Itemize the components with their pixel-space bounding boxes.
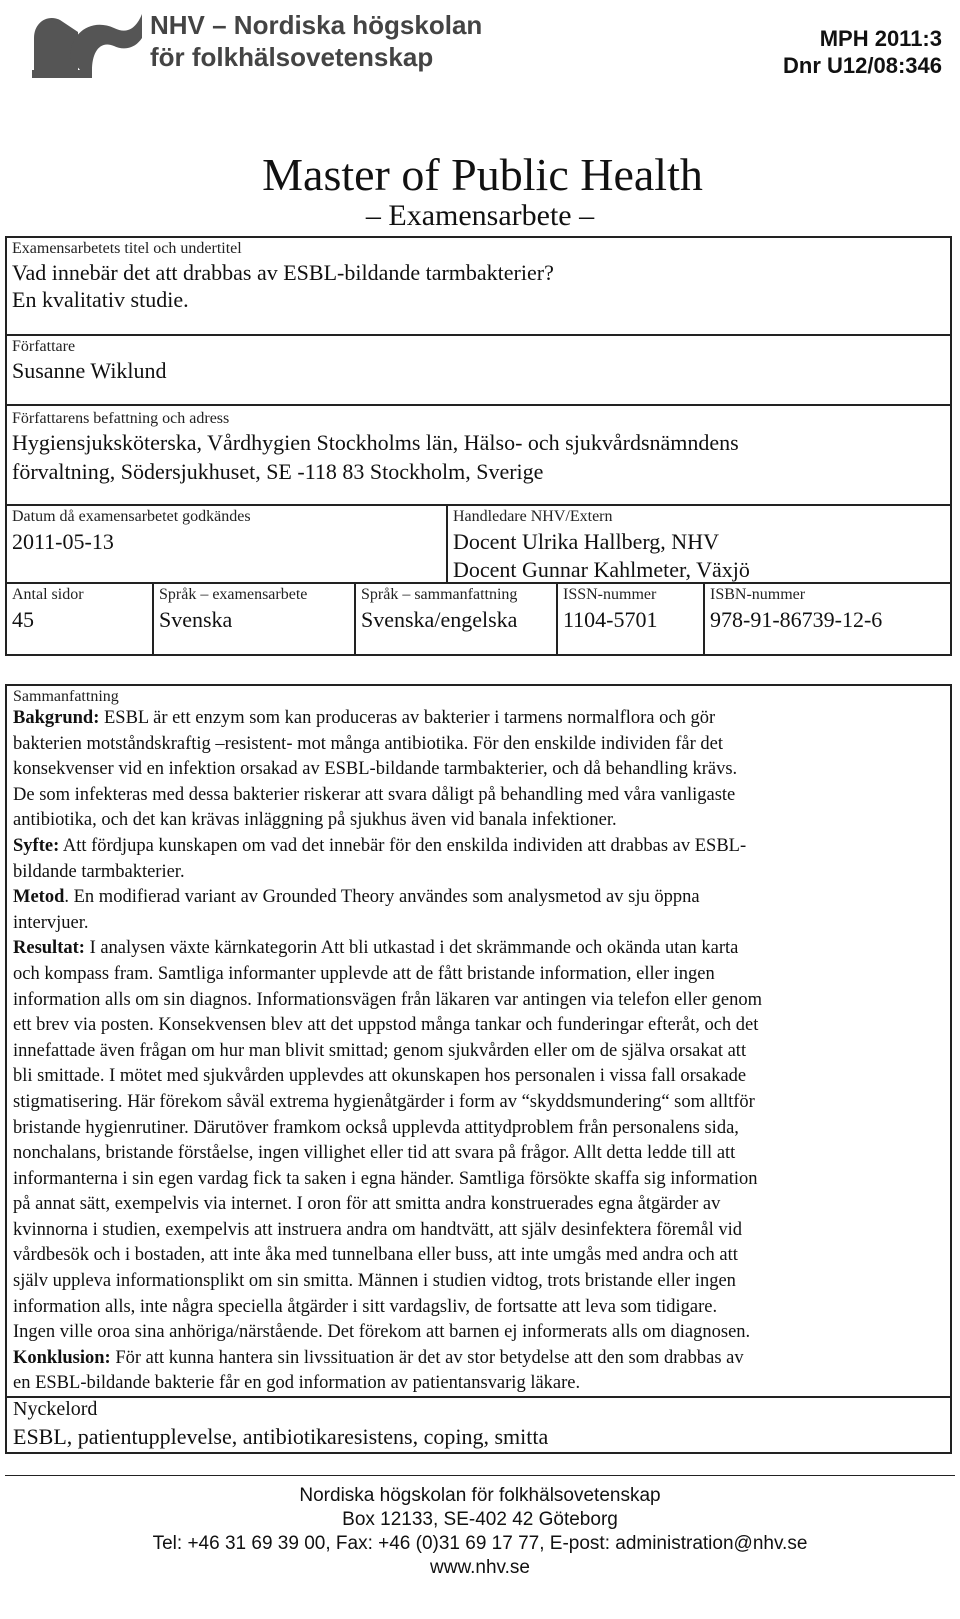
summary-line-text: I analysen växte kärnkategorin Att bli utkastad i det skrämmande och okända utan karta [84,938,739,959]
approval-date: 2011-05-13 [12,529,114,554]
thesis-title-label: Examensarbetets titel och undertitel [12,240,242,257]
summary-line: bli smittade. I mötet med sjukvården upplevdes att okunskapen hos personalen i vissa fall orsakade [13,1066,747,1087]
report-number: MPH 2011:3 [819,26,942,51]
summary-text [13,706,948,1397]
pages-label: Antal sidor [12,586,84,603]
author-label: Författare [12,338,76,355]
summary-line: och kompass fram. Samtliga informanter upplevde att de fått bristande information, eller ingen [13,963,715,984]
summary-line: information alls, inte några speciella åtgärder i sitt vardagsliv, de fortsatte att leva som tidigare. [13,1296,718,1317]
position-label: Författarens befattning och adress [12,410,230,427]
summary-line-text: För att kunna hantera sin livssituation är det av stor betydelse att den som drabbas av [110,1347,744,1368]
pages-box [5,582,154,656]
summary-box [5,684,952,1398]
summary-line [13,936,948,962]
supervisor-box [446,504,952,584]
summary-line: kvinnorna i studien, exempelvis att instruera andra om handtvätt, att själv desinfektera föremål vid [13,1219,742,1240]
syfte-heading: Syfte: [13,835,60,856]
summary-line-text: ESBL är ett enzym som kan produceras av bakterier i tarmens normalflora och gör [99,708,716,728]
summary-line [13,834,948,860]
summary-line [13,885,948,911]
language-box [152,582,356,656]
summary-line: vårdbesök och i bostaden, att inte åka med tunnelbana eller buss, att inte umgås med andra och att [13,1245,738,1266]
logo-line1: NHV – Nordiska högskolan [150,10,483,40]
summary-line: ett brev via posten. Konsekvensen blev att det uppstod många tankar och funderingar efteråt, och det [13,1015,759,1036]
thesis-title: Vad innebär det att drabbas av ESBL-bildande tarmbakterier? [12,260,554,285]
author-box [5,334,952,406]
keywords-value: ESBL, patientupplevelse, antibiotikaresistens, coping, smitta [13,1424,549,1449]
summary-line-text: . En modifierad variant av Grounded Theory användes som analysmetod av sju öppna [64,887,700,908]
summary-line: intervjuer. [13,912,89,933]
logo-line2: för folkhälsovetenskap [150,42,434,72]
summary-line: informanterna i sin egen vardag fick ta saken i egna händer. Samtliga försökte skaffa sig information [13,1168,758,1189]
summary-line: själv uppleva informationsplikt om sin smitta. Männen i studien vidtog, trots bristande eller ingen [13,1271,736,1292]
language-label: Språk – examensarbete [159,586,308,603]
konklusion-heading: Konklusion: [13,1347,111,1368]
footer-website[interactable]: www.nhv.se [430,1557,530,1578]
thesis-language: Svenska [159,607,233,632]
issn-box [556,582,705,656]
page-title: Master of Public Health [262,149,703,200]
supervisor-2: Docent Gunnar Kahlmeter, Växjö [453,557,750,582]
summary-line: konsekvenser vid en infektion orsakad av ESBL-bildande tarmbakterier, och då behandling krävs. [13,759,738,780]
summary-line: på annat sätt, exempelvis via internet. I oron för att smitta andra konstruerades egna åtgärder av [13,1194,721,1215]
page-count: 45 [12,607,34,632]
summary-line: bildande tarmbakterier. [13,861,185,882]
position-line1: Hygiensjuksköterska, Vårdhygien Stockholms län, Hälso- och sjukvårdsnämndens [12,430,739,455]
summary-line: bristande hygienrutiner. Därutöver framkom också upplevda attitydproblem från personalens sida, [13,1117,739,1138]
footer-org: Nordiska högskolan för folkhälsovetenskap [299,1485,661,1506]
summary-line: De som infekteras med dessa bakterier riskerar att svara dåligt på behandling med våra vanligaste [13,784,736,805]
date-label: Datum då examensarbetet godkändes [12,508,251,525]
footer-divider [5,1475,955,1476]
supervisor-1: Docent Ulrika Hallberg, NHV [453,529,719,554]
issn-label: ISSN-nummer [563,586,657,603]
page-subtitle: – Examensarbete – [365,199,595,232]
summary-line: en ESBL-bildande bakterie får en god information av patientansvarig läkare. [13,1373,581,1394]
supervisor-label: Handledare NHV/Extern [453,508,613,525]
thesis-subtitle: En kvalitativ studie. [12,287,189,312]
issn-number: 1104-5701 [563,607,658,632]
summary-language-box [354,582,558,656]
footer-contact: Tel: +46 31 69 39 00, Fax: +46 (0)31 69 17 77, E-post: administration@nhv.se [152,1533,808,1554]
summary-line: bakterien motståndskraftig –resistent- mot många antibiotika. För den enskilde individen får det [13,733,724,754]
registration-number: Dnr U12/08:346 [783,53,942,78]
position-box [5,404,952,506]
isbn-number: 978-91-86739-12-6 [710,607,883,632]
isbn-label: ISBN-nummer [710,586,806,603]
summary-line: antibiotika, och det kan krävas inläggning på sjukhus även vid banala infektioner. [13,810,617,831]
summary-line: information alls om sin diagnos. Informationsvägen från läkaren var antingen via telefon eller genom [13,989,763,1010]
date-box [5,504,448,584]
summary-language: Svenska/engelska [361,607,518,632]
summary-line: nonchalans, bristande förståelse, ingen villighet eller tid att svara på frågor. Allt detta ledde till att [13,1143,736,1164]
footer-address: Box 12133, SE-402 42 Göteborg [342,1509,618,1530]
keywords-label: Nyckelord [13,1398,98,1420]
summary-line: innefattade även frågan om hur man blivit smittad; genom sjukvården eller om de själva orsakat att [13,1040,747,1061]
logo-mark-icon [30,8,145,80]
nhv-logo [30,8,483,86]
author-name: Susanne Wiklund [12,358,167,383]
bakgrund-heading: Bakgrund: [13,708,100,728]
keywords-box [5,1396,952,1454]
summary-line: stigmatisering. Här förekom såväl extrema hygienåtgärder i form av “skyddsmundering“ som alltför [13,1091,755,1112]
summary-line [13,706,948,732]
isbn-box [703,582,952,656]
summary-label: Sammanfattning [13,688,119,705]
summary-line: Ingen ville oroa sina anhöriga/närstående. Det förekom att barnen ej informerats alls om diagnosen. [13,1322,751,1343]
summary-line-text: Att fördjupa kunskapen om vad det innebär för den enskilda individen att drabbas av ESBL- [59,835,747,856]
summary-language-label: Språk – sammanfattning [361,586,518,603]
metod-heading: Metod [13,887,65,908]
thesis-title-box [5,236,952,336]
position-line2: förvaltning, Södersjukhuset, SE -118 83 Stockholm, Sverige [12,459,544,484]
resultat-heading: Resultat: [13,938,85,959]
summary-line [13,1346,948,1372]
